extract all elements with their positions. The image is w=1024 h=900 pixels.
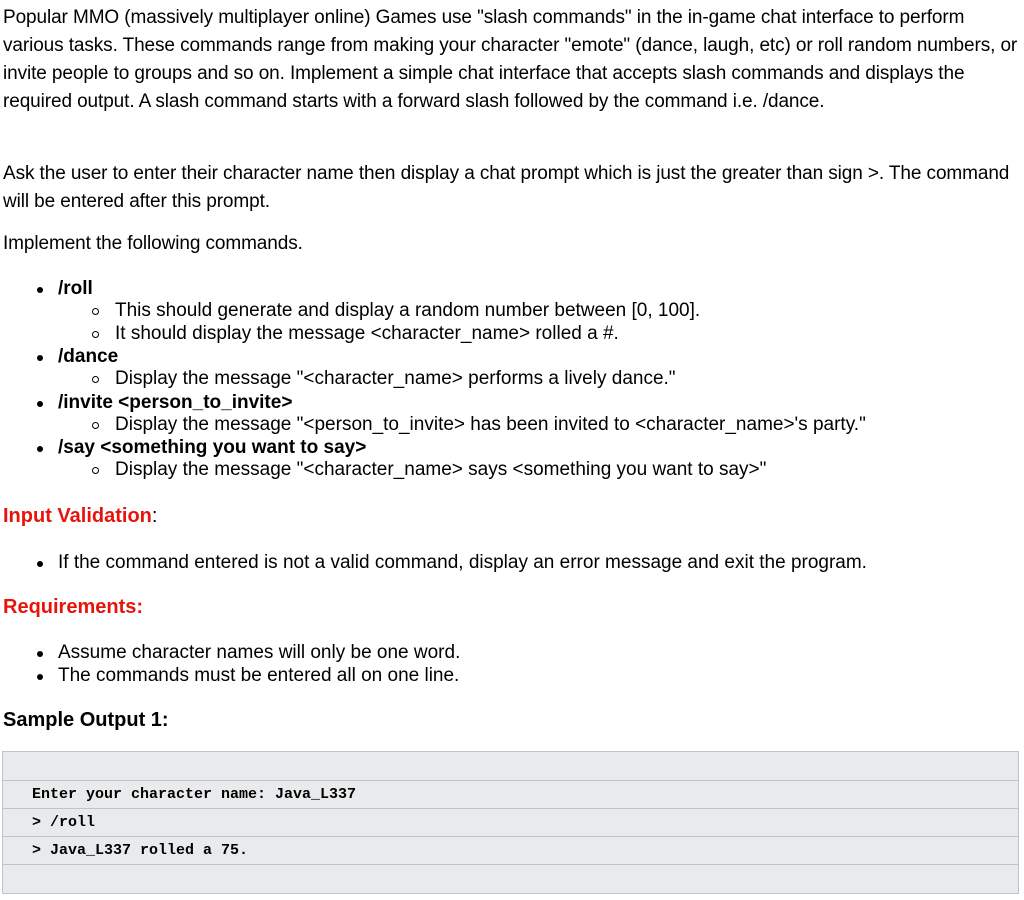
command-item-dance <box>0 345 1018 391</box>
input-validation-colon: : <box>151 505 158 527</box>
input-validation-heading-text: Input Validation <box>3 505 152 527</box>
code-line: > /roll <box>3 809 1018 837</box>
command-detail: Display the message "<person_to_invite> has been invited to <character_name>'s party." <box>58 414 1018 437</box>
command-detail: Display the message "<character_name> performs a lively dance." <box>58 368 1018 391</box>
input-validation-heading <box>3 503 157 529</box>
command-item-say <box>0 436 1018 482</box>
intro-paragraph: Popular MMO (massively multiplayer online) Games use "slash commands" in the in-game chat interface to perform various tasks. These commands range from making your character "emote" (dance, laugh, etc) or roll random numbers, or invite people to groups and so on. Implement a simple chat interface that accepts slash commands and displays the required output. A slash command starts with a forward slash followed by the command i.e. /dance. <box>3 7 1018 112</box>
command-label: /say <something you want to say> <box>58 437 367 458</box>
list-item: If the command entered is not a valid command, display an error message and exit the program. <box>0 551 1018 574</box>
list-item: Assume character names will only be one word. <box>0 641 1018 664</box>
command-list <box>0 277 1018 482</box>
command-detail: This should generate and display a random number between [0, 100]. <box>58 300 1018 323</box>
code-line: > Java_L337 rolled a 75. <box>3 837 1018 865</box>
command-detail: It should display the message <character_name> rolled a #. <box>58 323 1018 346</box>
sample-output-code-block <box>2 751 1019 894</box>
sample-output-heading: Sample Output 1: <box>3 709 169 731</box>
command-details <box>58 459 1018 482</box>
code-line <box>3 752 1018 781</box>
requirements-heading: Requirements: <box>3 596 144 618</box>
command-details <box>58 414 1018 437</box>
command-label: /dance <box>58 346 119 367</box>
command-item-invite <box>0 391 1018 437</box>
implement-heading: Implement the following commands. <box>3 233 303 254</box>
code-line: Enter your character name: Java_L337 <box>3 781 1018 809</box>
command-details <box>58 368 1018 391</box>
list-item: The commands must be entered all on one line. <box>0 664 1018 687</box>
command-label: /roll <box>58 278 93 299</box>
requirements-list <box>0 641 1018 687</box>
code-line <box>3 865 1018 894</box>
input-validation-list <box>0 551 1018 574</box>
command-label: /invite <person_to_invite> <box>58 391 293 413</box>
command-detail: Display the message "<character_name> says <something you want to say>" <box>58 459 1018 482</box>
command-item-roll <box>0 277 1018 345</box>
prompt-instructions: Ask the user to enter their character name then display a chat prompt which is just the greater than sign >. The command will be entered after this prompt. <box>3 163 1010 212</box>
command-details <box>58 300 1018 345</box>
